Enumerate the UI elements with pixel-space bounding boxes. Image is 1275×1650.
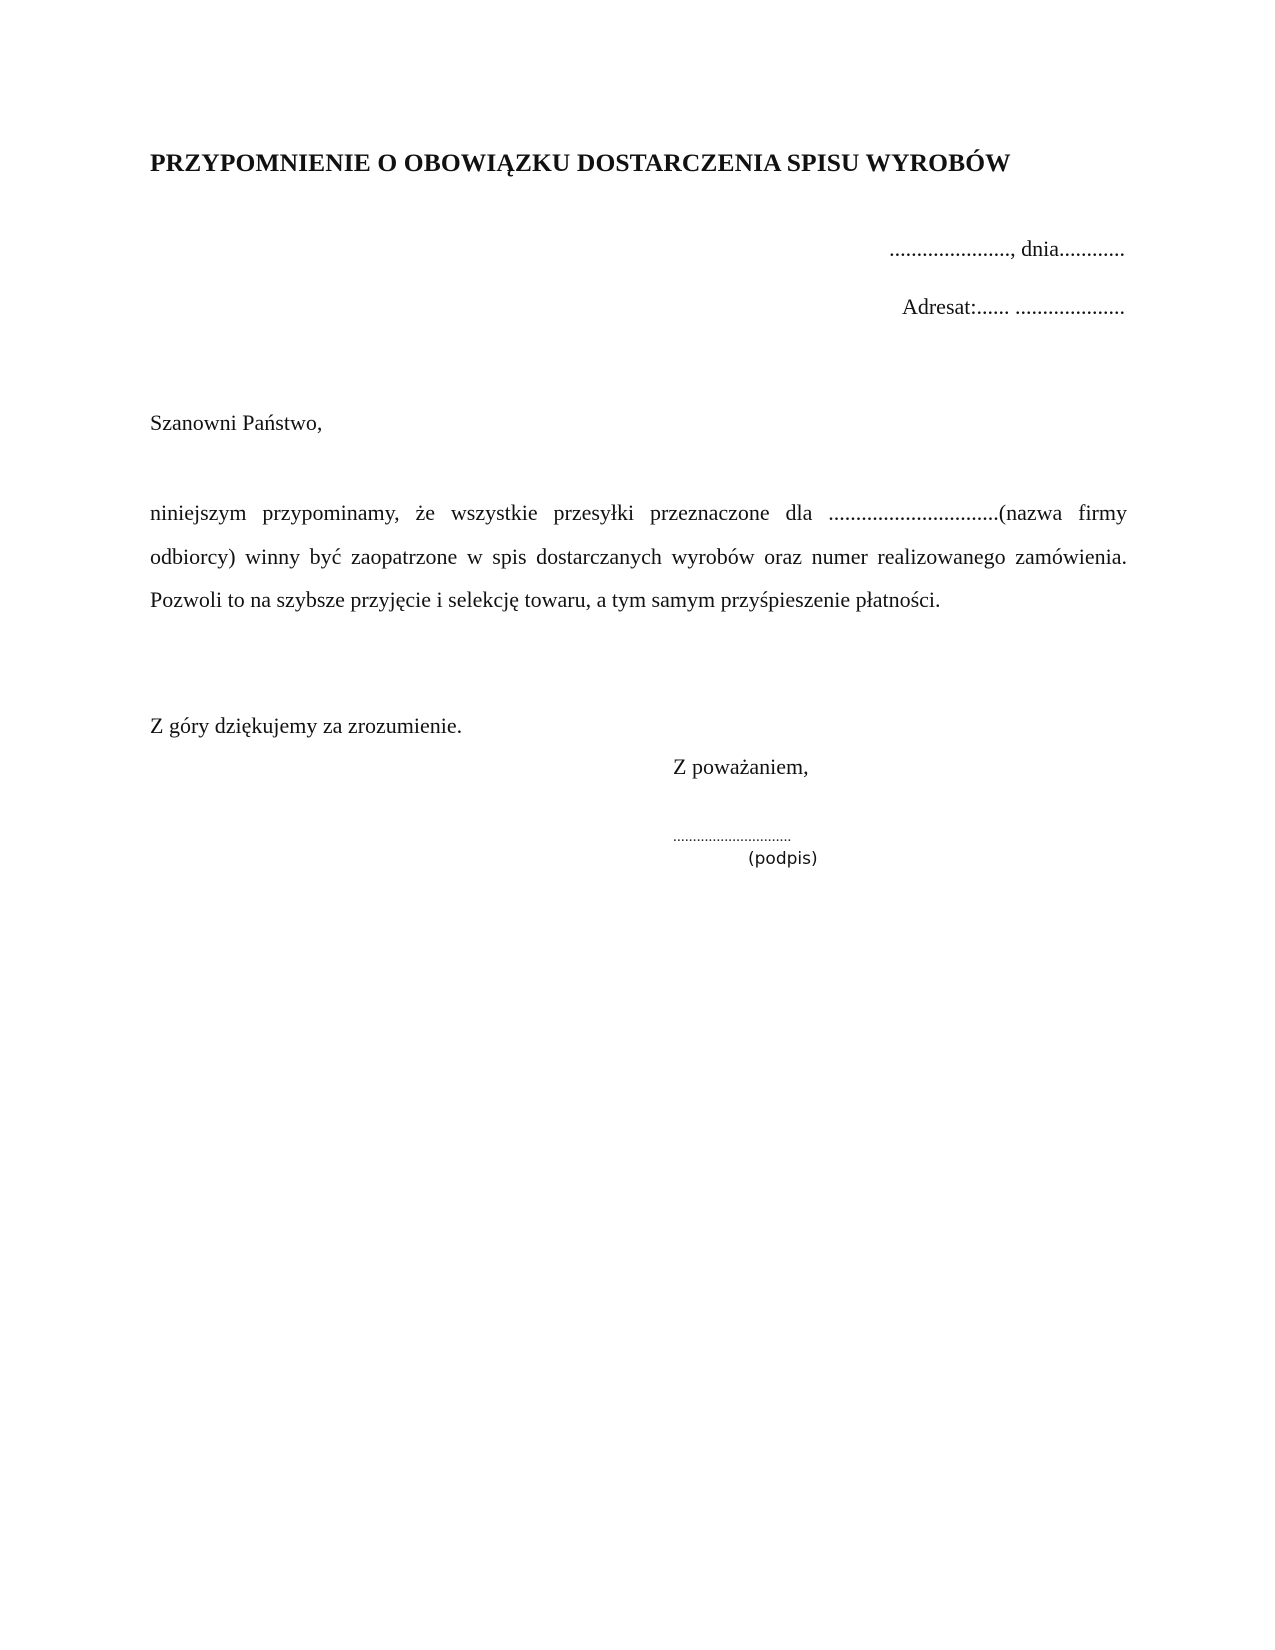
addressee-line: Adresat:...... .................... <box>901 294 1125 319</box>
signature-line: .............................. <box>673 829 792 845</box>
document-title: PRZYPOMNIENIE O OBOWIĄZKU DOSTARCZENIA SPISU WYROBÓW <box>150 148 1011 177</box>
salutation: Szanowni Państwo, <box>150 410 323 435</box>
thanks-line: Z góry dziękujemy za zrozumienie. <box>150 713 463 738</box>
body-paragraph: niniejszym przypominamy, że wszystkie przesyłki przeznaczone dla ...............................(nazwa firmy odbiorcy) winny być zaopatrzone w spis dostarczanych wyrobów oraz numer realizowanego zamówienia. Pozwoli to na szybsze przyjęcie i selekcję towaru, a tym samym przyśpieszenie płatności. <box>150 500 1127 612</box>
place-date-line: ......................, dnia............ <box>889 236 1125 261</box>
signature-label: (podpis) <box>748 849 818 869</box>
closing-line: Z poważaniem, <box>673 754 809 779</box>
